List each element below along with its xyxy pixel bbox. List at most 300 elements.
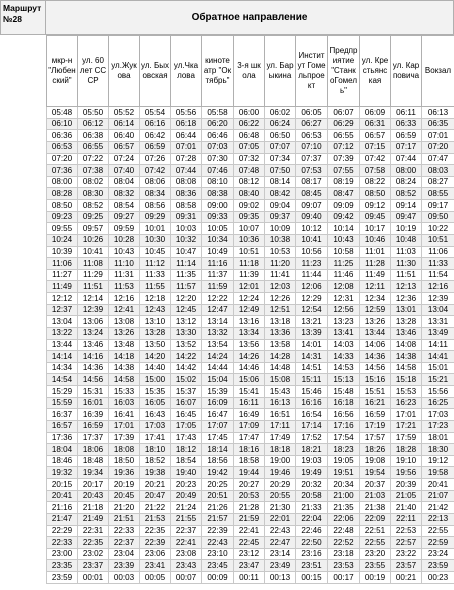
departure-time-cell: 23:06 <box>140 548 171 560</box>
departure-time-cell: 00:15 <box>296 572 328 584</box>
departure-time-cell: 13:50 <box>140 339 171 351</box>
departure-time-cell: 00:01 <box>78 572 109 584</box>
departure-time-cell: 12:16 <box>422 281 454 293</box>
direction-title: Обратное направление <box>46 0 454 35</box>
departure-time-cell: 10:39 <box>47 246 78 258</box>
departure-time-cell: 00:05 <box>140 572 171 584</box>
departure-time-cell: 09:27 <box>109 211 140 223</box>
departure-time-cell: 14:42 <box>171 362 202 374</box>
departure-time-cell: 06:59 <box>140 141 171 153</box>
table-row <box>47 362 454 374</box>
departure-time-cell: 10:17 <box>360 223 391 235</box>
table-row <box>47 525 454 537</box>
departure-time-cell: 12:56 <box>328 304 360 316</box>
departure-time-cell: 21:05 <box>391 490 422 502</box>
table-row <box>47 327 454 339</box>
departure-time-cell: 19:12 <box>422 455 454 467</box>
departure-time-cell: 00:03 <box>109 572 140 584</box>
departure-time-cell: 11:20 <box>265 258 296 270</box>
table-row <box>47 107 454 119</box>
departure-time-cell: 10:07 <box>234 223 265 235</box>
departure-time-cell: 08:08 <box>171 176 202 188</box>
departure-time-cell: 18:18 <box>265 444 296 456</box>
departure-time-cell: 13:04 <box>47 316 78 328</box>
departure-time-cell: 13:34 <box>234 327 265 339</box>
departure-time-cell: 17:19 <box>360 420 391 432</box>
departure-time-cell: 08:27 <box>422 176 454 188</box>
table-row <box>47 397 454 409</box>
departure-time-cell: 22:47 <box>265 537 296 549</box>
table-row <box>47 548 454 560</box>
departure-time-cell: 08:52 <box>78 200 109 212</box>
departure-time-cell: 22:04 <box>296 513 328 525</box>
departure-time-cell: 22:35 <box>140 525 171 537</box>
departure-time-cell: 14:01 <box>296 339 328 351</box>
departure-time-cell: 18:52 <box>140 455 171 467</box>
departure-time-cell: 21:55 <box>171 513 202 525</box>
departure-time-cell: 16:54 <box>296 409 328 421</box>
table-row <box>47 316 454 328</box>
departure-time-cell: 20:21 <box>140 479 171 491</box>
table-row <box>47 351 454 363</box>
departure-time-cell: 16:05 <box>140 397 171 409</box>
departure-time-cell: 14:08 <box>391 339 422 351</box>
departure-time-cell: 17:16 <box>328 420 360 432</box>
departure-time-cell: 09:07 <box>296 200 328 212</box>
departure-time-cell: 13:23 <box>328 316 360 328</box>
departure-time-cell: 06:09 <box>360 107 391 119</box>
departure-time-cell: 12:41 <box>109 304 140 316</box>
departure-time-cell: 09:59 <box>109 223 140 235</box>
departure-time-cell: 12:34 <box>360 293 391 305</box>
table-row <box>47 246 454 258</box>
departure-time-cell: 16:59 <box>360 409 391 421</box>
departure-time-cell: 06:55 <box>328 130 360 142</box>
table-row <box>47 420 454 432</box>
departure-time-cell: 11:30 <box>391 258 422 270</box>
departure-time-cell: 19:49 <box>296 467 328 479</box>
departure-time-cell: 17:07 <box>202 420 234 432</box>
departure-time-cell: 17:49 <box>265 432 296 444</box>
departure-time-cell: 10:28 <box>109 234 140 246</box>
departure-time-cell: 18:23 <box>328 444 360 456</box>
departure-time-cell: 19:40 <box>171 467 202 479</box>
departure-time-cell: 16:39 <box>78 409 109 421</box>
table-row <box>47 304 454 316</box>
stop-header: ул. Барыкина <box>265 36 296 107</box>
departure-time-cell: 17:09 <box>234 420 265 432</box>
departure-time-cell: 23:57 <box>391 560 422 572</box>
departure-time-cell: 14:48 <box>265 362 296 374</box>
departure-time-cell: 10:49 <box>202 246 234 258</box>
departure-time-cell: 10:48 <box>391 234 422 246</box>
departure-time-cell: 20:23 <box>171 479 202 491</box>
table-row <box>47 281 454 293</box>
departure-time-cell: 06:10 <box>47 118 78 130</box>
departure-time-cell: 09:55 <box>47 223 78 235</box>
departure-time-cell: 12:03 <box>265 281 296 293</box>
departure-time-cell: 11:03 <box>391 246 422 258</box>
table-row <box>47 467 454 479</box>
departure-time-cell: 18:06 <box>78 444 109 456</box>
departure-time-cell: 16:18 <box>328 397 360 409</box>
departure-time-cell: 10:14 <box>328 223 360 235</box>
departure-time-cell: 17:47 <box>234 432 265 444</box>
departure-time-cell: 15:01 <box>422 362 454 374</box>
departure-time-cell: 23:51 <box>296 560 328 572</box>
departure-time-cell: 19:46 <box>265 467 296 479</box>
departure-time-cell: 08:14 <box>265 176 296 188</box>
departure-time-cell: 22:37 <box>109 537 140 549</box>
departure-time-cell: 10:58 <box>328 246 360 258</box>
departure-time-cell: 14:31 <box>296 351 328 363</box>
departure-time-cell: 21:22 <box>140 502 171 514</box>
stops-header-row <box>47 36 454 107</box>
departure-time-cell: 13:54 <box>202 339 234 351</box>
departure-time-cell: 12:37 <box>47 304 78 316</box>
table-row <box>47 118 454 130</box>
departure-time-cell: 17:01 <box>109 420 140 432</box>
departure-time-cell: 23:39 <box>109 560 140 572</box>
departure-time-cell: 15:33 <box>109 386 140 398</box>
departure-time-cell: 13:30 <box>171 327 202 339</box>
departure-time-cell: 14:58 <box>391 362 422 374</box>
departure-time-cell: 23:24 <box>422 548 454 560</box>
departure-time-cell: 13:10 <box>140 316 171 328</box>
departure-time-cell: 07:38 <box>78 165 109 177</box>
departure-time-cell: 11:01 <box>360 246 391 258</box>
departure-time-cell: 20:29 <box>265 479 296 491</box>
departure-time-cell: 23:10 <box>202 548 234 560</box>
table-row <box>47 455 454 467</box>
departure-time-cell: 22:59 <box>422 537 454 549</box>
departure-time-cell: 14:38 <box>391 351 422 363</box>
table-row <box>47 153 454 165</box>
departure-time-cell: 05:56 <box>171 107 202 119</box>
departure-time-cell: 15:53 <box>391 386 422 398</box>
departure-time-cell: 12:18 <box>140 293 171 305</box>
departure-time-cell: 07:24 <box>109 153 140 165</box>
departure-time-cell: 06:16 <box>140 118 171 130</box>
departure-time-cell: 11:33 <box>140 269 171 281</box>
departure-time-cell: 18:56 <box>202 455 234 467</box>
departure-time-cell: 14:46 <box>234 362 265 374</box>
departure-time-cell: 11:29 <box>78 269 109 281</box>
departure-time-cell: 07:44 <box>171 165 202 177</box>
departure-time-cell: 11:06 <box>47 258 78 270</box>
departure-time-cell: 09:45 <box>360 211 391 223</box>
departure-time-cell: 17:23 <box>422 420 454 432</box>
departure-time-cell: 10:03 <box>171 223 202 235</box>
departure-time-cell: 10:12 <box>296 223 328 235</box>
departure-time-cell: 14:03 <box>328 339 360 351</box>
departure-time-cell: 22:55 <box>360 537 391 549</box>
departure-time-cell: 14:54 <box>47 374 78 386</box>
departure-time-cell: 19:44 <box>234 467 265 479</box>
departure-time-cell: 20:55 <box>265 490 296 502</box>
departure-time-cell: 10:53 <box>265 246 296 258</box>
departure-time-cell: 17:03 <box>140 420 171 432</box>
departure-time-cell: 11:59 <box>202 281 234 293</box>
departure-time-cell: 18:10 <box>140 444 171 456</box>
departure-time-cell: 08:54 <box>109 200 140 212</box>
departure-time-cell: 06:53 <box>296 130 328 142</box>
departure-time-cell: 06:53 <box>47 141 78 153</box>
departure-time-cell: 12:31 <box>328 293 360 305</box>
departure-time-cell: 18:50 <box>109 455 140 467</box>
departure-time-cell: 11:55 <box>140 281 171 293</box>
departure-time-cell: 06:33 <box>391 118 422 130</box>
departure-time-cell: 17:41 <box>140 432 171 444</box>
departure-time-cell: 12:43 <box>140 304 171 316</box>
table-row <box>47 223 454 235</box>
departure-time-cell: 09:12 <box>360 200 391 212</box>
departure-time-cell: 22:57 <box>391 537 422 549</box>
departure-time-cell: 08:56 <box>140 200 171 212</box>
departure-time-cell: 21:49 <box>78 513 109 525</box>
departure-time-cell: 10:36 <box>234 234 265 246</box>
departure-time-cell: 16:11 <box>234 397 265 409</box>
departure-time-cell: 14:22 <box>171 351 202 363</box>
departure-time-cell: 11:49 <box>360 269 391 281</box>
departure-time-cell: 21:51 <box>109 513 140 525</box>
stop-header: Вокзал <box>422 36 454 107</box>
departure-time-cell: 13:48 <box>109 339 140 351</box>
departure-time-cell: 18:28 <box>391 444 422 456</box>
departure-time-cell: 15:08 <box>265 374 296 386</box>
departure-time-cell: 06:42 <box>140 130 171 142</box>
table-row <box>47 374 454 386</box>
departure-time-cell: 22:33 <box>47 537 78 549</box>
departure-time-cell: 13:44 <box>47 339 78 351</box>
departure-time-cell: 11:23 <box>296 258 328 270</box>
departure-time-cell: 06:36 <box>47 130 78 142</box>
departure-time-cell: 10:19 <box>391 223 422 235</box>
departure-time-cell: 23:53 <box>328 560 360 572</box>
table-row <box>47 165 454 177</box>
departure-time-cell: 13:31 <box>422 316 454 328</box>
departure-time-cell: 07:07 <box>265 141 296 153</box>
departure-time-cell: 16:07 <box>171 397 202 409</box>
departure-time-cell: 08:17 <box>296 176 328 188</box>
departure-time-cell: 15:48 <box>328 386 360 398</box>
departure-time-cell: 23:37 <box>78 560 109 572</box>
departure-time-cell: 16:43 <box>140 409 171 421</box>
departure-time-cell: 10:51 <box>422 234 454 246</box>
departure-time-cell: 06:31 <box>360 118 391 130</box>
departure-time-cell: 23:41 <box>140 560 171 572</box>
departure-time-cell: 18:54 <box>171 455 202 467</box>
table-row <box>47 386 454 398</box>
departure-time-cell: 10:43 <box>109 246 140 258</box>
departure-time-cell: 06:22 <box>234 118 265 130</box>
departure-time-cell: 22:39 <box>140 537 171 549</box>
departure-time-cell: 14:28 <box>265 351 296 363</box>
departure-time-cell: 22:41 <box>234 525 265 537</box>
departure-time-cell: 22:31 <box>78 525 109 537</box>
departure-time-cell: 12:06 <box>296 281 328 293</box>
departure-time-cell: 19:51 <box>328 467 360 479</box>
departure-time-cell: 21:59 <box>234 513 265 525</box>
departure-time-cell: 21:40 <box>391 502 422 514</box>
departure-time-cell: 20:34 <box>328 479 360 491</box>
departure-time-cell: 09:42 <box>328 211 360 223</box>
departure-time-cell: 06:29 <box>328 118 360 130</box>
departure-time-cell: 15:51 <box>360 386 391 398</box>
departure-time-cell: 21:03 <box>360 490 391 502</box>
stop-header: Предприятие "СтанкоГомель" <box>328 36 360 107</box>
departure-time-cell: 13:46 <box>391 327 422 339</box>
departure-time-cell: 13:41 <box>328 327 360 339</box>
departure-time-cell: 10:46 <box>360 234 391 246</box>
departure-time-cell: 18:01 <box>422 432 454 444</box>
departure-time-cell: 22:06 <box>328 513 360 525</box>
departure-time-cell: 21:57 <box>202 513 234 525</box>
departure-time-cell: 13:26 <box>109 327 140 339</box>
departure-time-cell: 10:41 <box>78 246 109 258</box>
departure-time-cell: 14:36 <box>360 351 391 363</box>
departure-time-cell: 16:45 <box>171 409 202 421</box>
departure-time-cell: 05:54 <box>140 107 171 119</box>
departure-time-cell: 11:35 <box>171 269 202 281</box>
departure-time-cell: 11:27 <box>47 269 78 281</box>
departure-time-cell: 12:29 <box>296 293 328 305</box>
departure-time-cell: 17:57 <box>360 432 391 444</box>
departure-time-cell: 12:11 <box>360 281 391 293</box>
departure-time-cell: 09:29 <box>140 211 171 223</box>
departure-time-cell: 22:46 <box>296 525 328 537</box>
departure-time-cell: 23:08 <box>171 548 202 560</box>
departure-time-cell: 13:12 <box>171 316 202 328</box>
departure-time-cell: 19:32 <box>47 467 78 479</box>
departure-time-cell: 00:13 <box>265 572 296 584</box>
table-row <box>47 479 454 491</box>
table-row <box>47 141 454 153</box>
departure-time-cell: 10:05 <box>202 223 234 235</box>
departure-time-cell: 21:16 <box>47 502 78 514</box>
departure-time-cell: 22:50 <box>296 537 328 549</box>
departure-time-cell: 07:17 <box>391 141 422 153</box>
departure-time-cell: 22:09 <box>360 513 391 525</box>
departure-time-cell: 13:24 <box>78 327 109 339</box>
departure-time-cell: 22:13 <box>422 513 454 525</box>
departure-time-cell: 08:12 <box>234 176 265 188</box>
departure-time-cell: 13:18 <box>265 316 296 328</box>
departure-time-cell: 07:20 <box>47 153 78 165</box>
table-row <box>47 572 454 584</box>
departure-time-cell: 16:49 <box>234 409 265 421</box>
table-row <box>47 432 454 444</box>
departure-time-cell: 07:10 <box>296 141 328 153</box>
departure-time-cell: 07:36 <box>47 165 78 177</box>
departure-time-cell: 08:00 <box>47 176 78 188</box>
departure-time-cell: 21:28 <box>234 502 265 514</box>
departure-time-cell: 06:38 <box>78 130 109 142</box>
departure-time-cell: 10:43 <box>328 234 360 246</box>
departure-time-cell: 11:25 <box>328 258 360 270</box>
departure-time-cell: 23:49 <box>265 560 296 572</box>
departure-time-cell: 14:16 <box>78 351 109 363</box>
table-row <box>47 269 454 281</box>
departure-time-cell: 05:50 <box>78 107 109 119</box>
departure-time-cell: 07:15 <box>360 141 391 153</box>
departure-time-cell: 13:16 <box>234 316 265 328</box>
departure-time-cell: 23:22 <box>391 548 422 560</box>
departure-time-cell: 12:08 <box>328 281 360 293</box>
departure-time-cell: 09:31 <box>171 211 202 223</box>
departure-time-cell: 08:50 <box>47 200 78 212</box>
departure-time-cell: 17:54 <box>328 432 360 444</box>
departure-time-cell: 22:45 <box>234 537 265 549</box>
departure-time-cell: 07:26 <box>140 153 171 165</box>
departure-time-cell: 22:53 <box>391 525 422 537</box>
departure-time-cell: 09:50 <box>422 211 454 223</box>
departure-time-cell: 20:58 <box>296 490 328 502</box>
departure-time-cell: 18:04 <box>47 444 78 456</box>
departure-time-cell: 16:23 <box>391 397 422 409</box>
departure-time-cell: 14:56 <box>78 374 109 386</box>
departure-time-cell: 06:46 <box>202 130 234 142</box>
departure-time-cell: 15:02 <box>171 374 202 386</box>
departure-time-cell: 22:48 <box>328 525 360 537</box>
departure-time-cell: 13:28 <box>140 327 171 339</box>
table-row <box>47 409 454 421</box>
departure-time-cell: 06:00 <box>234 107 265 119</box>
departure-time-cell: 12:39 <box>78 304 109 316</box>
departure-time-cell: 08:40 <box>234 188 265 200</box>
departure-time-cell: 06:05 <box>296 107 328 119</box>
departure-time-cell: 06:20 <box>202 118 234 130</box>
departure-time-cell: 08:10 <box>202 176 234 188</box>
stop-header: ул.Жукова <box>109 36 140 107</box>
departure-time-cell: 11:28 <box>360 258 391 270</box>
departure-time-cell: 06:02 <box>265 107 296 119</box>
departure-time-cell: 09:17 <box>422 200 454 212</box>
departure-time-cell: 22:29 <box>47 525 78 537</box>
departure-time-cell: 20:53 <box>234 490 265 502</box>
departure-time-cell: 07:32 <box>234 153 265 165</box>
departure-time-cell: 15:43 <box>265 386 296 398</box>
departure-time-cell: 13:39 <box>296 327 328 339</box>
departure-time-cell: 09:09 <box>328 200 360 212</box>
table-row <box>47 293 454 305</box>
departure-time-cell: 09:37 <box>265 211 296 223</box>
stop-header: ул.Чкалова <box>171 36 202 107</box>
departure-time-cell: 22:39 <box>202 525 234 537</box>
departure-time-cell: 10:24 <box>47 234 78 246</box>
departure-time-cell: 11:41 <box>265 269 296 281</box>
departure-time-cell: 19:08 <box>360 455 391 467</box>
departure-time-cell: 21:18 <box>78 502 109 514</box>
departure-time-cell: 12:24 <box>234 293 265 305</box>
departure-time-cell: 18:26 <box>360 444 391 456</box>
departure-time-cell: 17:36 <box>47 432 78 444</box>
departure-time-cell: 11:14 <box>171 258 202 270</box>
departure-time-cell: 10:01 <box>140 223 171 235</box>
table-row <box>47 502 454 514</box>
departure-time-cell: 10:38 <box>265 234 296 246</box>
departure-time-cell: 07:55 <box>328 165 360 177</box>
departure-time-cell: 05:58 <box>202 107 234 119</box>
departure-time-cell: 07:20 <box>422 141 454 153</box>
departure-time-cell: 15:56 <box>422 386 454 398</box>
departure-time-cell: 17:21 <box>391 420 422 432</box>
departure-time-cell: 05:48 <box>47 107 78 119</box>
departure-time-cell: 19:36 <box>109 467 140 479</box>
departure-time-cell: 20:45 <box>109 490 140 502</box>
departure-time-cell: 11:08 <box>78 258 109 270</box>
departure-time-cell: 16:25 <box>422 397 454 409</box>
